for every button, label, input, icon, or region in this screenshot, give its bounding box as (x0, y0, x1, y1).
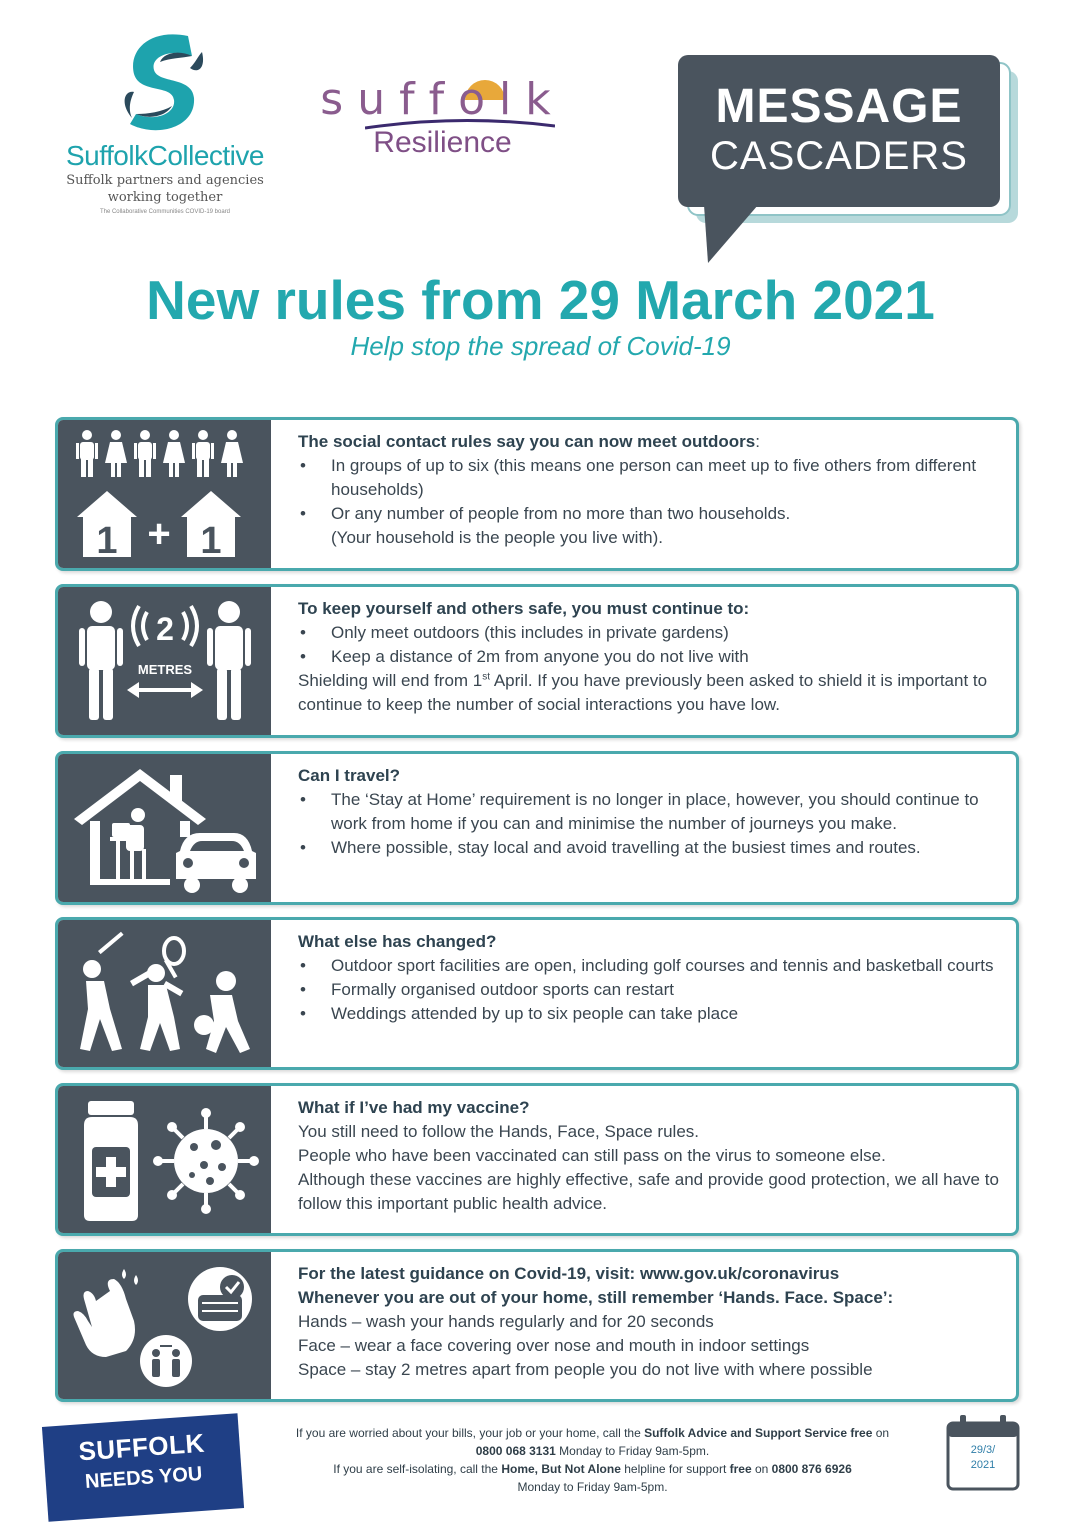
guidance-content (298, 1262, 1000, 1382)
distance-unit: METRES (137, 662, 192, 677)
section-what-changed (55, 917, 1019, 1070)
suffolk-needs-you-badge (42, 1413, 244, 1521)
message-cascaders-logo (678, 55, 1028, 270)
page-subtitle: Help stop the spread of Covid-19 (350, 331, 731, 361)
suffolk-collective-name: SuffolkCollective (66, 140, 264, 171)
calendar-date-line-1: 29/3/ (970, 1444, 996, 1456)
suffolk-resilience-word: suffolk (320, 74, 565, 125)
list-item: • The ‘Stay at Home’ requirement is no longer in place, however, you should continue to work from home if you can and minimise the number of journeys you make. (298, 788, 1000, 836)
vaccine-content (298, 1096, 1000, 1216)
suffolk-collective-swirl-icon (110, 28, 220, 138)
guidance-space: Space – stay 2 metres apart from people you do not live with where possible (298, 1360, 873, 1379)
list-item: • Only meet outdoors (this includes in private gardens) (298, 621, 1000, 645)
badge-line-1: SUFFOLK (77, 1427, 206, 1467)
list-item: • In groups of up to six (this means one person can meet up to five others from different households) (298, 454, 1000, 502)
list-item: • Weddings attended by up to six people can take place (298, 1002, 1000, 1026)
section-travel (55, 751, 1019, 905)
outdoor-sports-icon (58, 920, 271, 1067)
calendar-date-line-2: 2021 (970, 1459, 996, 1471)
suffolk-collective-small-print: The Collaborative Communities COVID-19 board (99, 209, 231, 215)
guidance-heading-1: For the latest guidance on Covid-19, visit: www.gov.uk/coronavirus (298, 1264, 840, 1283)
suffolk-collective-logo (50, 28, 280, 228)
guidance-hands: Hands – wash your hands regularly and for 20 seconds (298, 1312, 714, 1331)
page-title: New rules from 29 March 2021 (146, 269, 935, 331)
household-number-1: 1 (95, 520, 118, 559)
vaccine-line-1: You still need to follow the Hands, Face, Space rules. (298, 1122, 699, 1141)
section-guidance (55, 1249, 1019, 1402)
social-distancing-icon (58, 587, 271, 735)
list-item: • Keep a distance of 2m from anyone you do not live with (298, 645, 1000, 669)
list-item: • Outdoor sport facilities are open, including golf courses and tennis and basketball courts (298, 954, 1000, 978)
message-cascaders-line-1: MESSAGE (715, 80, 963, 133)
keep-safe-heading: To keep yourself and others safe, you must continue to: (298, 599, 750, 618)
vaccine-virus-icon (58, 1086, 271, 1233)
vaccine-heading: What if I’ve had my vaccine? (298, 1098, 530, 1117)
section-keep-safe (55, 584, 1019, 738)
list-item: • Or any number of people from no more than two households. (Your household is the people you live with). (298, 502, 1000, 550)
hands-face-space-icon (58, 1252, 271, 1399)
travel-heading: Can I travel? (298, 766, 401, 785)
suffolk-resilience-logo (305, 74, 580, 178)
footer-contact-info: If you are worried about your bills, your job or your home, call the Suffolk Advice and Support Service free on 0800 068 3131 Monday to Friday 9am-5pm. If you are self-isolating, call the Home, But Not Alone helpline for support free on 0800 876 6926 Monday to Friday 9am-5pm. (295, 1426, 890, 1494)
what-changed-heading: What else has changed? (298, 932, 497, 951)
social-contact-heading-colon: : (755, 432, 760, 451)
calendar-date-icon (946, 1413, 1020, 1491)
household-number-2: 1 (199, 520, 222, 559)
social-contact-icon (58, 420, 271, 568)
vaccine-line-3: Although these vaccines are highly effective, safe and provide good protection, we all have to follow this important public health advice. (298, 1170, 999, 1213)
work-from-home-icon (58, 754, 271, 902)
keep-safe-content (298, 597, 1000, 717)
social-contact-heading: The social contact rules say you can now meet outdoors (298, 432, 756, 451)
suffolk-resilience-sub: Resilience (373, 126, 512, 159)
list-item: • Where possible, stay local and avoid travelling at the busiest times and routes. (298, 836, 1000, 860)
badge-line-2: NEEDS YOU (84, 1462, 204, 1494)
social-contact-content (298, 430, 1000, 550)
suffolk-collective-tagline-2: working together (107, 190, 223, 205)
section-social-contact (55, 417, 1019, 571)
message-cascaders-line-2: CASCADERS (710, 134, 968, 178)
shielding-paragraph: Shielding will end from 1st April. If you have previously been asked to shield it is important to continue to keep the number of social interactions you have low. (298, 671, 988, 714)
what-changed-content (298, 930, 1000, 1026)
suffolk-collective-tagline-1: Suffolk partners and agencies (66, 173, 264, 188)
distance-number: 2 (155, 611, 174, 647)
plus-sign: + (146, 512, 171, 556)
list-item: • Formally organised outdoor sports can restart (298, 978, 1000, 1002)
travel-content (298, 764, 1000, 860)
guidance-heading-2: Whenever you are out of your home, still remember ‘Hands. Face. Space’: (298, 1288, 894, 1307)
guidance-face: Face – wear a face covering over nose and mouth in indoor settings (298, 1336, 810, 1355)
section-vaccine (55, 1083, 1019, 1236)
vaccine-line-2: People who have been vaccinated can still pass on the virus to someone else. (298, 1146, 886, 1165)
